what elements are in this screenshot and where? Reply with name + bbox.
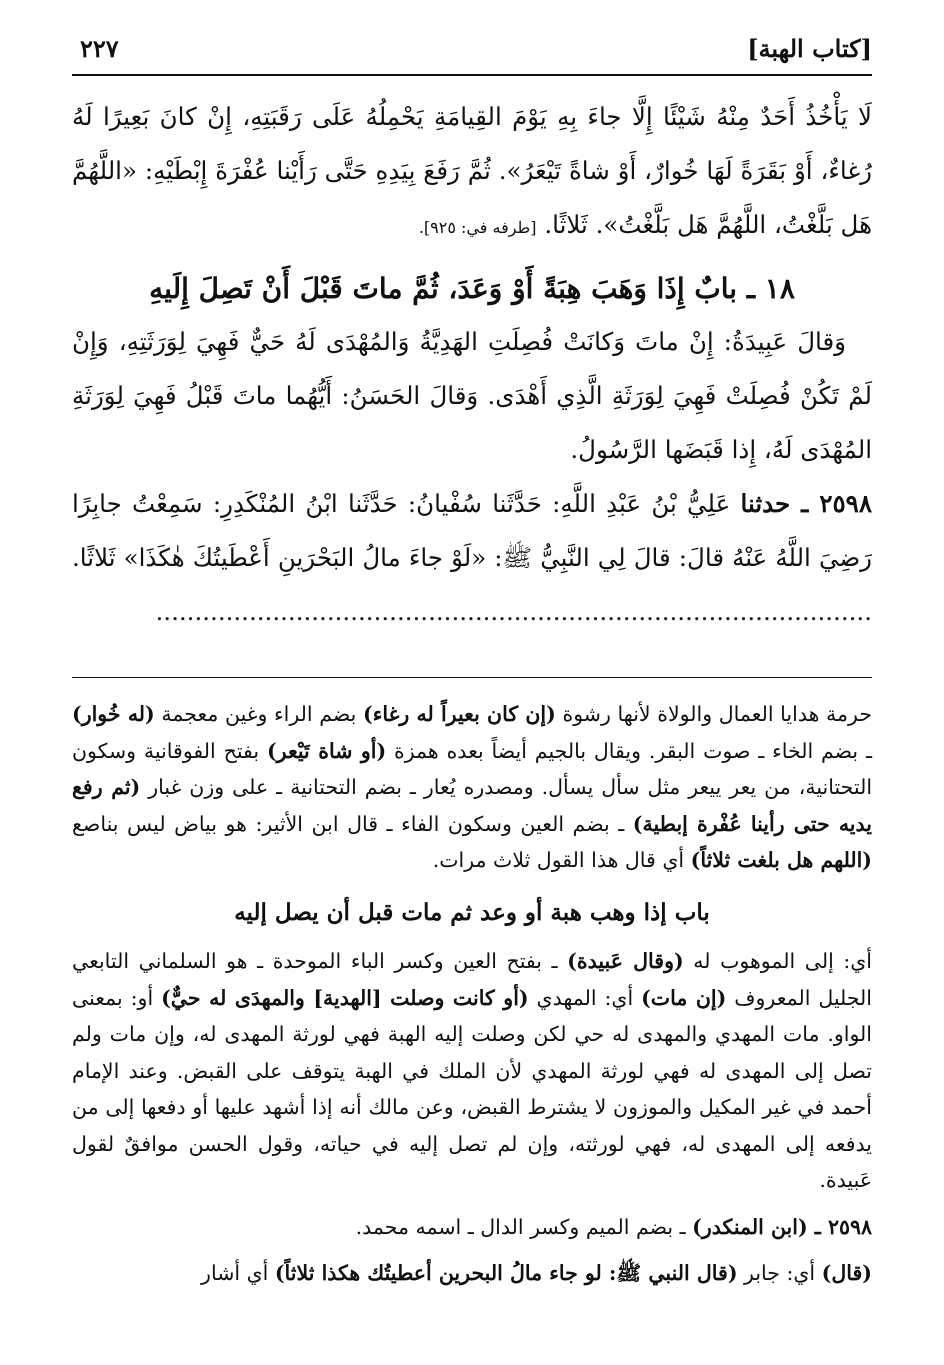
commentary-paragraph-2 xyxy=(72,943,872,1199)
comm-text: بضم الراء وغين معجمة xyxy=(154,702,364,726)
comm-text: أي أشار xyxy=(201,1261,275,1285)
page xyxy=(72,30,872,1335)
comm-text: أي قال هذا القول ثلاث مرات. xyxy=(432,848,691,872)
comm-quote: (اللهم هل بلغت ثلاثاً) xyxy=(690,848,872,872)
main-text xyxy=(72,90,872,639)
hadith-paragraph xyxy=(72,477,872,639)
commentary-paragraph-1 xyxy=(72,696,872,879)
chapter-paragraph: وَقالَ عَبِيدَةُ: إِنْ ماتَ وَكانَتْ فُصِلَتِ الهَدِيَّةُ وَالمُهْدَى لَهُ حَيٌّ فَهِيَ لِوَرَثَتِهِ، وَإِنْ لَمْ تَكُنْ فُصِلَتْ فَهِيَ لِوَرَثَةِ الَّذِي أَهْدَى. وَقالَ الحَسَنُ: أَيُّهُما ماتَ قَبْلُ فَهِيَ لِوَرَثَةِ المُهْدَى لَهُ، إِذا قَبَضَها الرَّسُولُ. xyxy=(72,327,872,464)
chapter-heading: ١٨ ـ بابٌ إِذَا وَهَبَ هِبَةً أَوْ وَعَدَ، ثُمَّ ماتَ قَبْلَ أَنْ تَصِلَ إِلَيهِ xyxy=(149,272,795,305)
comm-quote: (قال) xyxy=(821,1261,872,1285)
page-number: ٢٢٧ xyxy=(80,34,119,63)
comm-quote: (إن كان بعيراً له رغاء) xyxy=(363,702,556,726)
continuation-paragraph xyxy=(72,90,872,255)
comm-text: أي: إلى الموهوب له xyxy=(683,949,873,973)
commentary-heading: باب إذا وهب هبة أو وعد ثم مات قبل أن يصل إليه xyxy=(234,898,710,926)
comm-quote: (وقال عَبيدة) xyxy=(567,949,684,973)
comm-quote: ٢٥٩٨ ـ (ابن المنكدر) xyxy=(692,1214,872,1239)
comm-text: ـ بفتح العين وكسر الباء الموحدة ـ هو السلماني التابعي الجليل المعروف xyxy=(72,949,872,1010)
comm-text: ـ بضم الميم وكسر الدال ـ اسمه محمد. xyxy=(355,1214,693,1239)
continuation-text: لَا يَأْخُذُ أَحَدٌ مِنْهُ شَيْئًا إِلَّا جاءَ بِهِ يَوْمَ القِيامَةِ يَحْمِلُهُ عَلَى رَقَبَتِهِ، إِنْ كانَ بَعِيرًا لَهُ رُغاءٌ، أَوْ بَقَرَةً لَهَا خُوارٌ، أَوْ شاةً تَيْعَرُ». ثُمَّ رَفَعَ بِيَدِهِ حَتَّى رَأَيْنا عُفْرَةَ إِبْطَيْهِ: «اللَّهُمَّ هَل بَلَّغْتُ، اللَّهُمَّ هَل بَلَّغْتُ». ثَلاثًا. xyxy=(72,102,872,239)
comm-text: ـ بضم العين وسكون الفاء ـ قال ابن الأثير: هو بياض ليس بناصع xyxy=(72,811,633,836)
comm-text: ـ بضم الخاء ـ صوت البقر. ويقال بالجيم أيضاً بعده همزة xyxy=(386,738,872,763)
commentary-paragraph-3 xyxy=(72,1209,872,1246)
commentary-paragraph-4 xyxy=(72,1255,872,1292)
cross-reference: [طرفه في: ٩٢٥]. xyxy=(418,218,537,237)
hadith-number: ٢٥٩٨ ـ حدثنا xyxy=(740,489,872,518)
page-header xyxy=(72,30,872,76)
comm-quote: (قال النبي ﷺ: لو جاء مالُ البحرين أعطيتُك هكذا ثلاثاً) xyxy=(274,1261,738,1285)
dotted-filler: ............................................................................................ xyxy=(155,597,872,626)
comm-text: حرمة هدايا العمال والولاة لأنها رشوة xyxy=(555,702,872,726)
comm-text: أي: المهدي xyxy=(528,985,642,1010)
commentary xyxy=(72,696,872,1292)
hadith-text: عَلِيُّ بْنُ عَبْدِ اللَّهِ: حَدَّثَنا سُفْيانُ: حَدَّثَنا ابْنُ المُنْكَدِرِ: سَمِعْتُ جابِرًا رَضِيَ اللَّهُ عَنْهُ قالَ: قالَ لِي النَّبِيُّ ﷺ: «لَوْ جاءَ مالُ البَحْرَينِ أَعْطَيتُكَ هٰكَذَا» ثَلاثًا. xyxy=(72,489,872,572)
comm-text: أو: بمعنى الواو. مات المهدي والمهدى له حي لكن وصلت إليه الهبة فهي لورثة المهدى له، وإن مات ولم تصل إلى المهدى له فهي لورثة المهدي لأن الملك في الهبة يتوقف على القبض. وعند الإمام أحمد في غير المكيل والموزون لا يشترط القبض، وعن مالك أنه إذا أشهد عليها أو دفعها إلى من يدفعه إلى المهدى له، فهي لورثته، وإن لم تصل إليه في حياته، وقول الحسن موافقٌ لقول عَبيدة. xyxy=(72,985,873,1192)
comm-text: بفتح الفوقانية وسكون التحتانية، من يعر ييعر مثل سأل يسأل. ومصدره يُعار ـ بضم التحتانية ـ على وزن غبار xyxy=(72,738,873,799)
comm-quote: (ثم رفع يديه حتى رأينا عُفْرة إبطية) xyxy=(72,775,872,836)
footnote-divider xyxy=(72,677,872,678)
chapter-title: [كتاب الهبة] xyxy=(747,34,872,63)
comm-quote: (له خُوار) xyxy=(72,702,155,726)
comm-quote: (أو شاة تَيْعر) xyxy=(266,738,387,763)
comm-quote: (أو كانت وصلت [الهدية] والمهدَى له حيٌّ) xyxy=(161,985,529,1010)
comm-text: أي: جابر xyxy=(737,1261,822,1285)
comm-quote: (إن مات) xyxy=(641,985,727,1010)
